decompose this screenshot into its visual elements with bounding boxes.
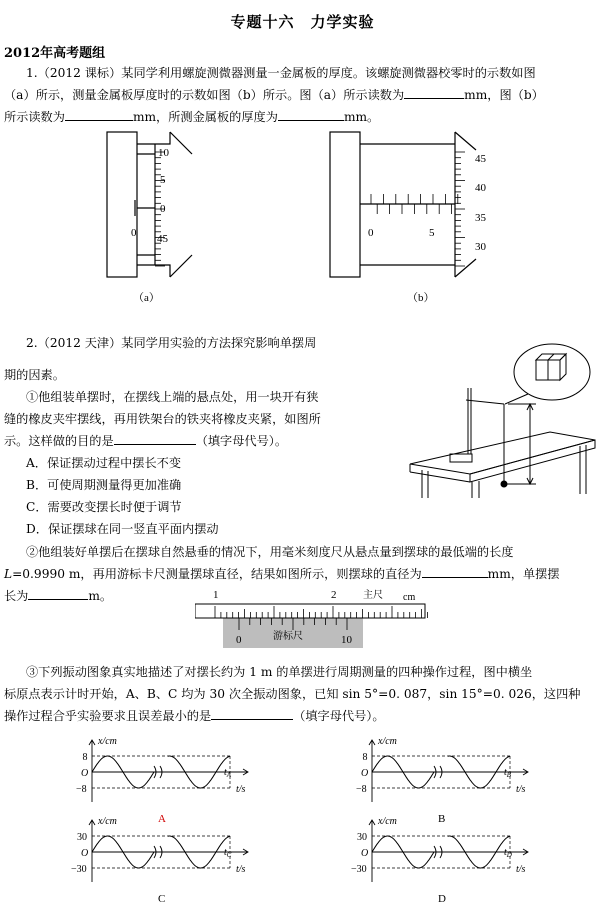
q2-part3-line3-text: 操作过程合乎实验要求且误差最小的是: [4, 709, 212, 723]
graph-origin-label: O: [361, 768, 369, 779]
page-title: 专题十六 力学实验: [230, 13, 375, 31]
fig-a-scale-5: 5: [160, 174, 166, 186]
graph-ylabel: x/cm: [378, 736, 397, 747]
graph-amp-label: 8: [82, 752, 88, 763]
vibration-graph-c: [71, 816, 248, 905]
q2-line4: 缝的橡皮夹牢摆线，再用铁架台的铁夹将橡皮夹紧，如图所: [4, 412, 321, 426]
q2-part3-line3-tail: （填字母代号）。: [293, 709, 385, 723]
graph-caption: B: [438, 813, 446, 825]
q1-line2-tail: mm，图（b）: [464, 88, 544, 102]
caliper-main-name: 主尺: [363, 590, 383, 601]
graph-amp-label: 30: [357, 832, 367, 843]
graph-t-label: $t_C$: [224, 847, 232, 859]
graph-xlabel: t/s: [516, 784, 526, 795]
graph-caption: C: [158, 893, 166, 905]
q2-line5-tail: （填字母代号）。: [195, 434, 288, 448]
q1-line1: 1.（2012 课标）某同学利用螺旋测微器测量一金属板的厚度。该螺旋测微器校零时的示数如图: [26, 66, 536, 80]
q2-part2-line1: ②他组装好单摆后在摆球自然悬垂的情况下，用毫米刻度尺从悬点量到摆球的最低端的长度: [26, 545, 514, 559]
q2-part2-line3-text: 长为: [4, 589, 29, 603]
q2-line1: 2.（2012 天津）某同学用实验的方法探究影响单摆周: [26, 336, 317, 350]
graph-xlabel: t/s: [236, 864, 246, 875]
q1-blank-b[interactable]: [65, 106, 133, 121]
graph-neg-label: −30: [351, 864, 367, 875]
fig-a-scale-0: 0: [160, 203, 166, 215]
graph-t-label: $t_D$: [504, 847, 512, 859]
section-heading: 2012年高考题组: [4, 46, 106, 61]
option-a: A．保证摆动过程中摆长不变: [26, 456, 182, 470]
q2-line5: [4, 430, 287, 452]
fig-a-main-zero: 0: [131, 227, 137, 239]
graph-ylabel: x/cm: [378, 816, 397, 827]
q2-part2-length-symbol: L: [4, 567, 13, 581]
q1-blank-c[interactable]: [278, 106, 344, 121]
micrometer-figures: [0, 128, 605, 313]
fig-a-scale-45: 45: [157, 233, 168, 245]
q2-part2-line3-tail: m。: [88, 589, 113, 603]
graph-xlabel: t/s: [236, 784, 246, 795]
graph-origin-label: O: [361, 848, 369, 859]
q1-line3-mid: mm，所测金属板的厚度为: [132, 110, 278, 124]
q2-line3: ①他组装单摆时，在摆线上端的悬点处，用一块开有狭: [26, 390, 319, 404]
graph-xlabel: t/s: [516, 864, 526, 875]
graph-ylabel: x/cm: [98, 736, 117, 747]
q2-part2-line2: [4, 563, 560, 585]
fig-a-scale-10: 10: [158, 147, 169, 159]
graph-origin-label: O: [81, 848, 89, 859]
fig-b-main-0: 0: [368, 227, 374, 239]
graph-caption: D: [438, 893, 446, 905]
fig-b-caption: （b）: [407, 292, 435, 304]
q2-blank-2[interactable]: [422, 563, 488, 578]
pendulum-apparatus-figure: [380, 342, 600, 498]
caliper-main-label-1: 1: [213, 589, 219, 601]
q2-part3-line1: ③下列振动图象真实地描述了对摆长约为 1 m 的单摆进行周期测量的四种操作过程，图中横坐: [26, 665, 533, 679]
fig-b-scale-35: 35: [475, 212, 486, 224]
q2-part2-line2-tail: mm，单摆摆: [487, 567, 560, 581]
graph-caption: A: [158, 813, 166, 825]
graph-neg-label: −8: [76, 784, 87, 795]
graph-t-label: $t_A$: [224, 767, 232, 779]
q2-part3-line2: 标原点表示计时开始，A、B、C 均为 30 次全振动图象，已知 sin 5°=0. 087，sin 15°=0. 026，这四种: [4, 687, 581, 701]
q1-line3: [4, 106, 379, 128]
q1-line3-tail: mm。: [343, 110, 380, 124]
option-b: B．可使周期测量得更加准确: [26, 478, 182, 492]
caliper-main-label-2: 2: [331, 589, 337, 601]
vibration-graph-d: [351, 816, 528, 905]
q1-line2-text: （a）所示，测量金属板厚度时的示数如图（b）所示。图（a）所示读数为: [4, 88, 405, 102]
q2-blank-3[interactable]: [28, 585, 88, 600]
vibration-graph-b: [356, 736, 528, 825]
fig-b-scale-45: 45: [475, 153, 486, 165]
graph-t-label: $t_B$: [504, 767, 512, 779]
option-d: D．保证摆球在同一竖直平面内摆动: [26, 522, 219, 536]
q1-line2: [4, 84, 544, 106]
caliper-vernier-0: 0: [236, 634, 242, 646]
q1-line3-text: 所示读数为: [4, 110, 65, 124]
graph-neg-label: −8: [356, 784, 367, 795]
q2-line2: 期的因素。: [4, 368, 65, 382]
q2-blank-1[interactable]: [114, 430, 196, 445]
caliper-unit: cm: [403, 592, 416, 603]
q2-part3-line3: [4, 705, 385, 727]
q2-part2-line3: [4, 585, 112, 607]
caliper-vernier-10: 10: [341, 634, 352, 646]
fig-b-scale-30: 30: [475, 241, 486, 253]
vibration-graph-a: [76, 736, 248, 825]
q2-blank-4[interactable]: [211, 705, 293, 720]
fig-a-caption: （a）: [133, 292, 160, 304]
graph-amp-label: 30: [77, 832, 87, 843]
vibration-graphs: [0, 728, 605, 908]
q1-blank-a[interactable]: [404, 84, 464, 99]
graph-amp-label: 8: [362, 752, 368, 763]
graph-origin-label: O: [81, 768, 89, 779]
q2-part2-line2-text: =0.9990 m，再用游标卡尺测量摆球直径，结果如图所示，则摆球的直径为: [12, 567, 422, 581]
q2-line5-text: 示。这样做的目的是: [4, 434, 114, 448]
caliper-vernier-name: 游标尺: [273, 631, 303, 642]
vernier-caliper-figure: [195, 584, 430, 650]
fig-b-main-5: 5: [429, 227, 435, 239]
fig-b-scale-40: 40: [475, 182, 486, 194]
graph-neg-label: −30: [71, 864, 87, 875]
option-c: C．需要改变摆长时便于调节: [26, 500, 182, 514]
graph-ylabel: x/cm: [98, 816, 117, 827]
